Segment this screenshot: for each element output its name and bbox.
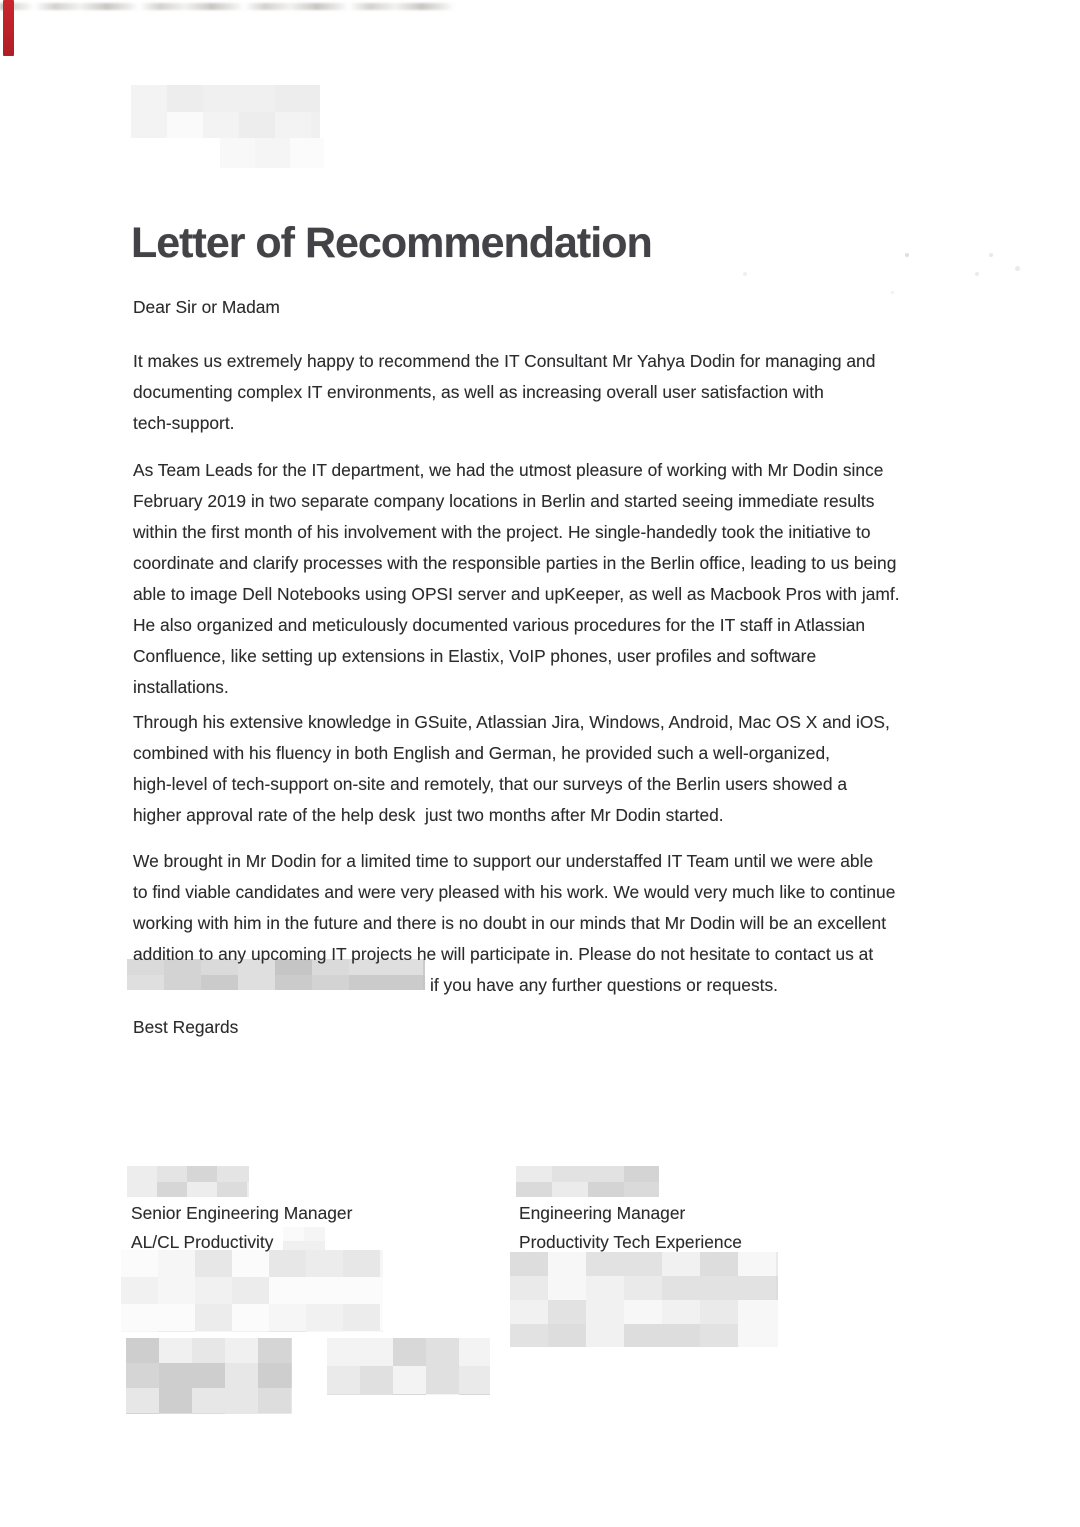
mosaic-cell (258, 1363, 291, 1388)
mosaic-cell (662, 1300, 700, 1324)
mosaic-cell (327, 1366, 360, 1394)
mosaic-cell (327, 1394, 360, 1395)
mosaic-cell (588, 1182, 624, 1197)
salutation: Dear Sir or Madam (133, 297, 280, 317)
mosaic-cell (159, 1388, 192, 1413)
signature-scribble-redacted-right (510, 1252, 778, 1347)
mosaic-cell (158, 1277, 195, 1304)
mosaic-cell (291, 1338, 292, 1363)
mosaic-cell (187, 1182, 217, 1197)
mosaic-cell (380, 1277, 383, 1304)
paragraph-4 (133, 846, 895, 970)
mosaic-cell (776, 1300, 778, 1324)
mosaic-cell (167, 85, 203, 112)
mosaic-cell (738, 1252, 776, 1276)
mosaic-cell (700, 1324, 738, 1347)
text-line: to find viable candidates and were very pleased with his work. We would very much like to continue (133, 882, 896, 902)
mosaic-cell (776, 1276, 778, 1300)
mosaic-cell (510, 1300, 548, 1324)
signature-scribble-redacted-left-lower-b (327, 1338, 490, 1395)
mosaic-cell (195, 1277, 232, 1304)
mosaic-cell (283, 1227, 304, 1241)
mosaic-cell (360, 1394, 393, 1395)
mosaic-cell (255, 138, 290, 168)
mosaic-cell (269, 1250, 306, 1277)
mosaic-cell (311, 112, 320, 138)
mosaic-cell (269, 1331, 306, 1332)
mosaic-cell (624, 1300, 662, 1324)
mosaic-cell (291, 1388, 292, 1413)
mosaic-cell (393, 1394, 426, 1395)
text-line: higher approval rate of the help desk just two months after Mr Dodin started. (133, 805, 724, 825)
mosaic-cell (131, 112, 167, 138)
paragraph-1 (133, 346, 875, 439)
mosaic-cell (516, 1166, 552, 1182)
text-line: within the first month of his involvement with the project. He single-handedly took the initiative to (133, 522, 871, 542)
text-line: able to image Dell Notebooks using OPSI server and upKeeper, as well as Macbook Pros with jamf. (133, 584, 900, 604)
closing-line-text: if you have any further questions or requests. (430, 975, 779, 995)
mosaic-cell (291, 1363, 292, 1388)
mosaic-cell (459, 1366, 490, 1394)
mosaic-cell (624, 1324, 662, 1347)
mosaic-cell (126, 1338, 159, 1363)
signer-right-role: Engineering Manager (519, 1203, 686, 1223)
mosaic-cell (247, 1182, 249, 1197)
mosaic-cell (327, 1338, 360, 1366)
text-line: Through his extensive knowledge in GSuite, Atlassian Jira, Windows, Android, Mac OS X and iOS, (133, 712, 890, 732)
text-line: We brought in Mr Dodin for a limited time to support our understaffed IT Team until we were able (133, 851, 874, 871)
mosaic-cell (217, 1182, 247, 1197)
mosaic-cell (306, 1331, 343, 1332)
mosaic-cell (192, 1338, 225, 1363)
mosaic-cell (459, 1394, 490, 1395)
mosaic-cell (121, 1331, 158, 1332)
mosaic-cell (258, 1413, 291, 1414)
scan-speck (975, 272, 979, 276)
mosaic-cell (343, 1331, 380, 1332)
mosaic-cell (159, 1338, 192, 1363)
mosaic-cell (258, 1338, 291, 1363)
text-line: Confluence, like setting up extensions in Elastix, VoIP phones, user profiles and software (133, 646, 817, 666)
mosaic-cell (126, 1388, 159, 1413)
mosaic-cell (275, 85, 311, 112)
mosaic-cell (343, 1304, 380, 1331)
mosaic-cell (624, 1166, 659, 1182)
mosaic-cell (157, 1182, 187, 1197)
mosaic-cell (426, 1338, 459, 1366)
signer-left-role: Senior Engineering Manager (131, 1203, 353, 1223)
scan-speck (989, 253, 993, 257)
mosaic-cell (225, 1388, 258, 1413)
mosaic-cell (700, 1300, 738, 1324)
signature-scribble-redacted-left-lower-a (126, 1338, 292, 1414)
text-line: February 2019 in two separate company locations in Berlin and started seeing immediate results (133, 491, 875, 511)
mosaic-cell (510, 1324, 548, 1347)
mosaic-cell (290, 138, 324, 168)
mosaic-cell (131, 85, 167, 112)
mosaic-cell (776, 1252, 778, 1276)
mosaic-cell (157, 1166, 187, 1182)
signer-left-org: AL/CL Productivity (131, 1232, 274, 1252)
mosaic-cell (426, 1366, 459, 1394)
mosaic-cell (306, 1304, 343, 1331)
mosaic-cell (269, 1304, 306, 1331)
mosaic-cell (225, 1338, 258, 1363)
mosaic-cell (187, 1166, 217, 1182)
mosaic-cell (258, 1388, 291, 1413)
mosaic-cell (195, 1304, 232, 1331)
mosaic-cell (738, 1324, 776, 1347)
mosaic-cell (126, 1363, 159, 1388)
redacted-email-spacer (133, 970, 430, 1001)
mosaic-cell (127, 1182, 157, 1197)
mosaic-cell (121, 1277, 158, 1304)
mosaic-cell (225, 1413, 258, 1414)
paragraph-3 (133, 707, 890, 831)
company-logo-redacted-lower (220, 138, 324, 168)
mosaic-cell (426, 1394, 459, 1395)
scan-speck (1015, 266, 1020, 271)
text-line: high-level of tech-support on-site and remotely, that our surveys of the Berlin users showed a (133, 774, 848, 794)
text-line: documenting complex IT environments, as well as increasing overall user satisfaction with (133, 382, 824, 402)
mosaic-cell (510, 1276, 548, 1300)
closing-line (133, 970, 778, 1001)
mosaic-cell (232, 1331, 269, 1332)
text-line: tech-support. (133, 413, 235, 433)
mosaic-cell (588, 1166, 624, 1182)
mosaic-cell (548, 1300, 586, 1324)
scan-speck (743, 272, 747, 276)
mosaic-cell (586, 1300, 624, 1324)
mosaic-cell (304, 1227, 325, 1241)
mosaic-cell (306, 1277, 343, 1304)
mosaic-cell (393, 1366, 426, 1394)
mosaic-cell (459, 1338, 490, 1366)
mosaic-cell (247, 1166, 249, 1182)
mosaic-cell (552, 1166, 588, 1182)
text-line: combined with his fluency in both English and German, he provided such a well-organized, (133, 743, 830, 763)
mosaic-cell (192, 1363, 225, 1388)
mosaic-cell (548, 1324, 586, 1347)
mosaic-cell (203, 85, 239, 112)
mosaic-cell (738, 1300, 776, 1324)
signature-scribble-redacted-left-upper (121, 1250, 383, 1332)
text-line: addition to any upcoming IT projects he will participate in. Please do not hesitate to contact us at (133, 944, 874, 964)
mosaic-cell (275, 112, 311, 138)
mosaic-cell (343, 1250, 380, 1277)
scan-edge-artifact (0, 3, 456, 10)
mosaic-cell (232, 1304, 269, 1331)
sign-off: Best Regards (133, 1017, 239, 1037)
signer-right-org: Productivity Tech Experience (519, 1232, 742, 1252)
mosaic-cell (343, 1277, 380, 1304)
mosaic-cell (127, 1166, 157, 1182)
mosaic-cell (126, 1413, 159, 1414)
paragraph-2 (133, 455, 900, 703)
mosaic-cell (586, 1276, 624, 1300)
mosaic-cell (380, 1331, 383, 1332)
red-scan-mark (3, 0, 14, 56)
text-line: He also organized and meticulously documented various procedures for the IT staff in Atlassian (133, 615, 866, 635)
mosaic-cell (380, 1304, 383, 1331)
company-logo-redacted (131, 85, 320, 138)
mosaic-cell (220, 138, 255, 168)
mosaic-cell (225, 1363, 258, 1388)
mosaic-cell (291, 1413, 292, 1414)
mosaic-cell (158, 1304, 195, 1331)
text-line: As Team Leads for the IT department, we had the utmost pleasure of working with Mr Dodin since (133, 460, 884, 480)
text-line: working with him in the future and there is no doubt in our minds that Mr Dodin will be an excellent (133, 913, 887, 933)
mosaic-cell (776, 1324, 778, 1347)
mosaic-cell (662, 1276, 700, 1300)
mosaic-cell (311, 85, 320, 112)
signer-name-redacted-right (516, 1166, 659, 1197)
mosaic-cell (192, 1388, 225, 1413)
text-line: coordinate and clarify processes with the responsible parties in the Berlin office, leading to us being (133, 553, 897, 573)
mosaic-cell (159, 1363, 192, 1388)
signer-name-redacted-left (127, 1166, 249, 1197)
mosaic-cell (269, 1277, 306, 1304)
mosaic-cell (158, 1331, 195, 1332)
mosaic-cell (624, 1276, 662, 1300)
scan-speck (905, 253, 909, 257)
mosaic-cell (167, 112, 203, 138)
mosaic-cell (192, 1413, 225, 1414)
mosaic-cell (306, 1250, 343, 1277)
mosaic-cell (203, 112, 239, 138)
mosaic-cell (393, 1338, 426, 1366)
mosaic-cell (239, 112, 275, 138)
mosaic-cell (586, 1324, 624, 1347)
mosaic-cell (624, 1182, 659, 1197)
mosaic-cell (552, 1182, 588, 1197)
mosaic-cell (360, 1366, 393, 1394)
mosaic-cell (700, 1276, 738, 1300)
text-line: It makes us extremely happy to recommend the IT Consultant Mr Yahya Dodin for managing and (133, 351, 876, 371)
mosaic-cell (121, 1304, 158, 1331)
mosaic-cell (159, 1413, 192, 1414)
mosaic-cell (516, 1182, 552, 1197)
mosaic-cell (548, 1276, 586, 1300)
mosaic-cell (662, 1324, 700, 1347)
page-title: Letter of Recommendation (131, 219, 652, 267)
mosaic-cell (195, 1331, 232, 1332)
mosaic-cell (738, 1276, 776, 1300)
text-line: installations. (133, 677, 229, 697)
mosaic-cell (380, 1250, 383, 1277)
mosaic-cell (217, 1166, 247, 1182)
mosaic-cell (232, 1277, 269, 1304)
scan-speck (891, 291, 894, 294)
mosaic-cell (239, 85, 275, 112)
mosaic-cell (360, 1338, 393, 1366)
